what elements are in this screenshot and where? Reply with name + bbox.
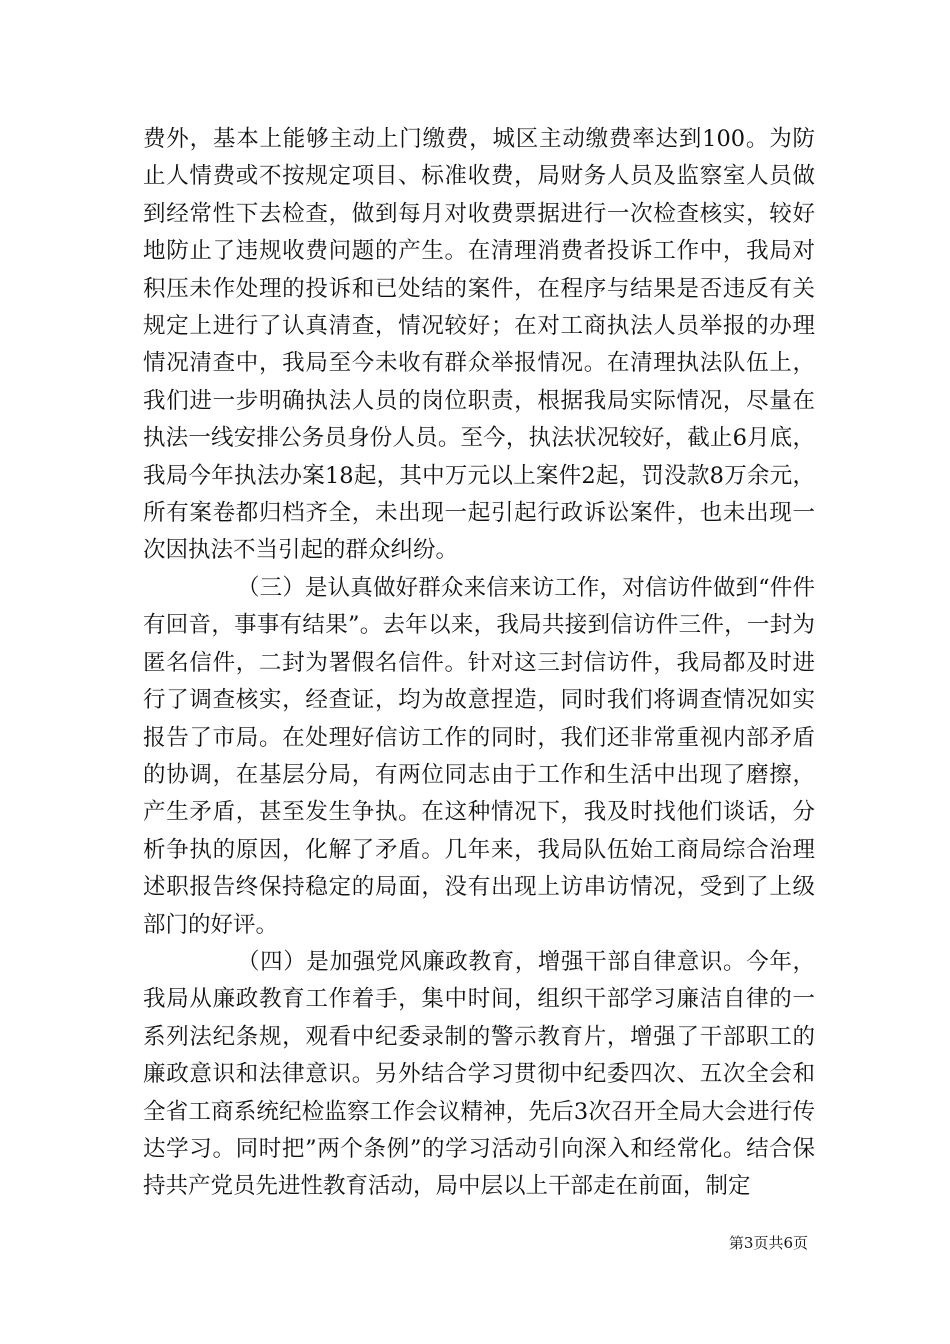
document-body: [143, 121, 815, 1206]
paragraph-2: （三）是认真做好群众来信来访工作，对信访件做到“件件有回音，事事有结果”。去年以来，我局共接到信访件三件，一封为匿名信件，二封为署假名信件。针对这三封信访件，我局都及时进行了调查核实，经查证，均为故意捏造，同时我们将调查情况如实报告了市局。在处理好信访工作的同时，我们还非常重视内部矛盾的协调，在基层分局，有两位同志由于工作和生活中出现了磨擦，产生矛盾，甚至发生争执。在这种情况下，我及时找他们谈话，分析争执的原因，化解了矛盾。几年来，我局队伍始工商局综合治理述职报告终保持稳定的局面，没有出现上访串访情况，受到了上级部门的好评。: [143, 574, 815, 938]
paragraph-3: （四）是加强党风廉政教育，增强干部自律意识。今年，我局从廉政教育工作着手，集中时间，组织干部学习廉洁自律的一系列法纪条规，观看中纪委录制的警示教育片，增强了干部职工的廉政意识和法律意识。另外结合学习贯彻中纪委四次、五次全会和全省工商系统纪检监察工作会议精神，先后3次召开全局大会进行传达学习。同时把”两个条例”的学习活动引向深入和经常化。结合保持共产党员先进性教育活动，局中层以上干部走在前面，制定: [143, 948, 815, 1200]
paragraph-1: 费外，基本上能够主动上门缴费，城区主动缴费率达到100。为防止人情费或不按规定项目、标准收费，局财务人员及监察室人员做到经常性下去检查，做到每月对收费票据进行一次检查核实，较好地防止了违规收费问题的产生。在清理消费者投诉工作中，我局对积压未作处理的投诉和已处结的案件，在程序与结果是否违反有关规定上进行了认真清查，情况较好；在对工商执法人员举报的办理情况清查中，我局至今未收有群众举报情况。在清理执法队伍上，我们进一步明确执法人员的岗位职责，根据我局实际情况，尽量在执法一线安排公务员身份人员。至今，执法状况较好，截止6月底，我局今年执法办案18起，其中万元以上案件2起，罚没款8万余元，所有案卷都归档齐全，未出现一起引起行政诉讼案件，也未出现一次因执法不当引起的群众纠纷。: [143, 126, 815, 564]
page-number-footer: 第3页共6页: [728, 1234, 808, 1252]
